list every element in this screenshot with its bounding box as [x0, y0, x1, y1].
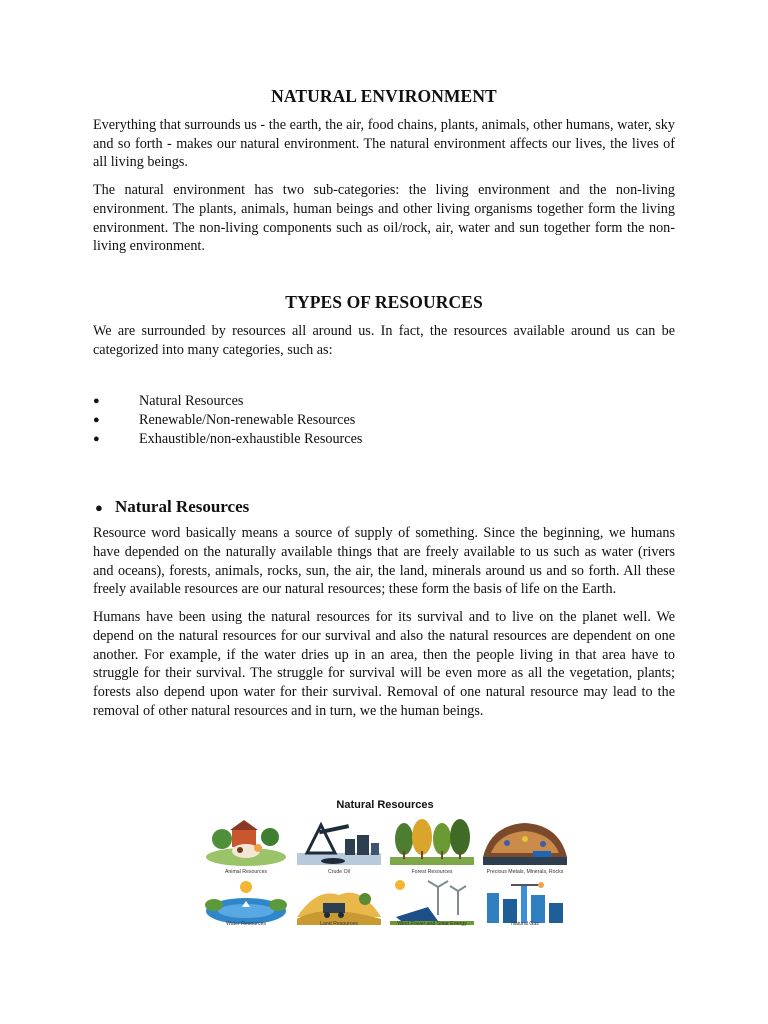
- minerals-rocks-illustration: [481, 817, 569, 867]
- land-resources-illustration: [295, 877, 383, 927]
- figure-title: Natural Resources: [336, 799, 434, 811]
- crude-oil-illustration: [295, 817, 383, 867]
- document-page: [93, 86, 675, 729]
- paragraph: Humans have been using the natural resources for its survival and to live on the planet well. We depend on the natural resources for our survival and also the natural resources are dependent on one another. For example, if the water dries up in an area, then the people living in that area have to struggle for their survival. The struggle for survival will be even more as all the vegetation, plants; forests also depend upon water for their survival. Removal of one natural resource may lead to the removal of other natural resources and in turn, we the human beings.: [93, 609, 675, 719]
- bullet-icon: ●: [93, 414, 100, 427]
- list-item-label: Exhaustible/non-exhaustible Resources: [139, 431, 363, 448]
- figure-caption: Water Resources: [226, 921, 266, 927]
- figure-caption: Forest Resources: [411, 869, 453, 875]
- list-item: [93, 430, 675, 449]
- paragraph: We are surrounded by resources all around us. In fact, the resources available around us can be categorized into many categories, such as:: [93, 322, 675, 358]
- paragraph: The natural environment has two sub-categories: the living environment and the non-living environment. The plants, animals, human beings and other living organisms together form the living environment. The non-living components such as oil/rock, air, water and sun together form the non-living environment.: [93, 182, 675, 255]
- paragraph: Resource word basically means a source of supply of something. Since the beginning, we humans have depended on the naturally available things that are freely available to us such as water (rivers and oceans), forests, animals, rocks, sun, the air, the land, minerals around us and so forth. All these freely available resources are our natural resources; these form the basis of life on the Earth.: [93, 525, 675, 598]
- section-heading-natural-environment: NATURAL ENVIRONMENT: [271, 86, 497, 106]
- list-item: [93, 411, 675, 430]
- natural-resources-figure: [196, 797, 574, 932]
- wind-solar-illustration: [388, 877, 476, 927]
- bullet-icon: ●: [93, 433, 100, 446]
- forest-resources-illustration: [388, 817, 476, 867]
- subsection-heading-natural-resources: [93, 497, 675, 517]
- bullet-icon: ●: [93, 395, 100, 408]
- figure-caption: Natural Gas: [511, 921, 539, 927]
- natural-gas-illustration: [481, 877, 569, 927]
- list-item-label: Renewable/Non-renewable Resources: [139, 412, 356, 429]
- subsection-heading-label: Natural Resources: [115, 497, 250, 517]
- water-resources-illustration: [202, 877, 290, 927]
- list-item-label: Natural Resources: [139, 393, 244, 410]
- figure-caption: Precious Metals, Minerals, Rocks: [486, 869, 564, 875]
- animal-resources-illustration: [202, 817, 290, 867]
- list-item: [93, 392, 675, 411]
- section-heading-types-of-resources: TYPES OF RESOURCES: [285, 291, 483, 312]
- bullet-icon: ●: [95, 500, 103, 516]
- figure-caption: Wind Power and Solar Energy: [397, 921, 467, 927]
- figure-caption: Crude Oil: [328, 869, 350, 875]
- figure-caption: Land Resources: [320, 921, 358, 927]
- paragraph: Everything that surrounds us - the earth, the air, food chains, plants, animals, other humans, water, sky and so forth - makes our natural environment. The natural environment affects our lives, the lives of all living beings.: [93, 117, 675, 171]
- resource-types-list: [93, 392, 675, 449]
- figure-caption: Animal Resources: [224, 869, 268, 875]
